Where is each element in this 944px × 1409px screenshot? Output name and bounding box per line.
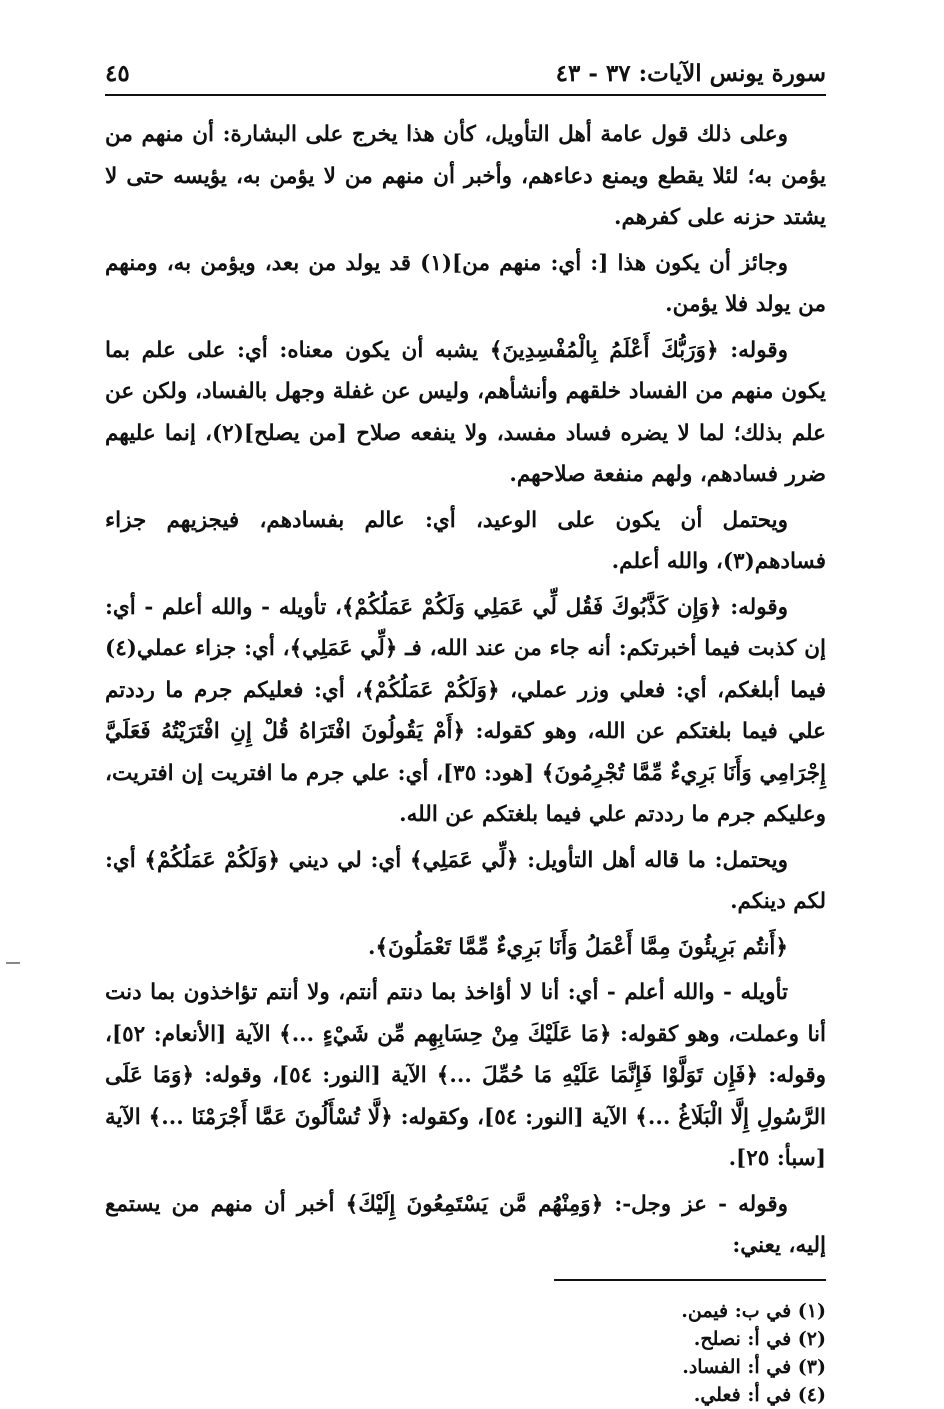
margin-mark [6,962,20,964]
paragraph: وعلى ذلك قول عامة أهل التأويل، كأن هذا يخرج على البشارة: أن منهم من يؤمن به؛ لئلا يقطع ويمنع دعاءهم، وأخبر أن منهم من لا يؤمن به، يؤيسه حتى لا يشتد حزنه على كفرهم. [105,122,826,230]
verse-paragraph: ﴿أَنتُم بَرِيئُونَ مِمَّا أَعْمَلُ وَأَنَا بَرِيءٌ مِّمَّا تَعْمَلُونَ﴾. [367,934,788,960]
footnote-item: (٢) في أ: نصلح. [693,1327,826,1350]
paragraph: تأويله - والله أعلم - أي: أنا لا أؤاخذ بما دنتم أنتم، ولا أنتم تؤاخذون بما دنت أنا وعملت، وهو كقوله: ﴿مَا عَلَيْكَ مِنْ حِسَابِهِم مِّن شَيْءٍ ...﴾ الآية [الأنعام: ٥٢]، وقوله: ﴿فَإِن تَوَلَّوْا فَإِنَّمَا عَلَيْهِ مَا حُمِّلَ ...﴾ الآية [النور: ٥٤]، وقوله: ﴿وَمَا عَلَى الرَّسُولِ إِلَّا الْبَلَاغُ ...﴾ الآية [النور: ٥٤]، وكقوله: ﴿لَّا تُسْأَلُونَ عَمَّا أَجْرَمْنَا ...﴾ الآية [سبأ: ٢٥]. [105,980,827,1171]
paragraph: وقوله: ﴿وَرَبُّكَ أَعْلَمُ بِالْمُفْسِدِينَ﴾ يشبه أن يكون معناه: أي: على علم بما يكون منهم من الفساد خلقهم وأنشأهم، وليس عن غفلة وجهل بالفساد، ولكن عن علم بذلك؛ لما لا يضره فساد مفسد، ولا ينفعه صلاح [من يصلح](٢)، إنما عليهم ضرر فسادهم، ولهم منفعة صلاحهم. [105,337,826,487]
header-title: سورة يونس الآيات: ٣٧ - ٤٣ [555,60,826,87]
footnote-item: (٣) في أ: الفساد. [682,1355,826,1378]
paragraph: ويحتمل أن يكون على الوعيد، أي: عالم بفسادهم، فيجزيهم جزاء فسادهم(٣)، والله أعلم. [105,507,826,574]
paragraph: وجائز أن يكون هذا [: أي: منهم من](١) قد يولد من بعد، ويؤمن به، ومنهم من يولد فلا يؤمن. [105,250,826,317]
book-page [105,50,827,1406]
paragraph: وقوله: ﴿وَإِن كَذَّبُوكَ فَقُل لِّي عَمَلِي وَلَكُمْ عَمَلُكُمْ﴾، تأويله - والله أعلم - أي: إن كذبت فيما أخبرتكم: أنه جاء من عند الله، فـ ﴿لِّي عَمَلِي﴾، أي: جزاء عملي(٤) فيما أبلغكم، أي: فعلي وزر عملي، ﴿وَلَكُمْ عَمَلُكُمْ﴾، أي: فعليكم جرم ما رددتم علي فيما بلغتكم عن الله، وهو كقوله: ﴿أَمْ يَقُولُونَ افْتَرَاهُ قُلْ إِنِ افْتَرَيْتُهُ فَعَلَيَّ إِجْرَامِي وَأَنَا بَرِيءٌ مِّمَّا تُجْرِمُونَ﴾ [هود: ٣٥]، أي: علي جرم ما افتريت إن افتريت، وعليكم جرم ما رددتم علي فيما بلغتكم عن الله. [105,594,826,827]
paragraph: وقوله - عز وجل-: ﴿وَمِنْهُم مَّن يَسْتَمِعُونَ إِلَيْكَ﴾ أخبر أن منهم من يستمع إليه، يعني: [105,1191,826,1258]
footnotes [105,1297,826,1409]
running-header [105,50,826,96]
footnote-item: (١) في ب: فيمن. [681,1299,826,1322]
page-number: ٤٥ [105,60,130,87]
body-text [105,114,826,1267]
paragraph: ويحتمل: ما قاله أهل التأويل: ﴿لِّي عَمَلِي﴾ أي: لي ديني ﴿وَلَكُمْ عَمَلُكُمْ﴾ أي: لكم دينكم. [105,847,826,914]
footnote-item: (٤) في أ: فعلي. [693,1383,826,1406]
footnote-separator [554,1279,826,1281]
